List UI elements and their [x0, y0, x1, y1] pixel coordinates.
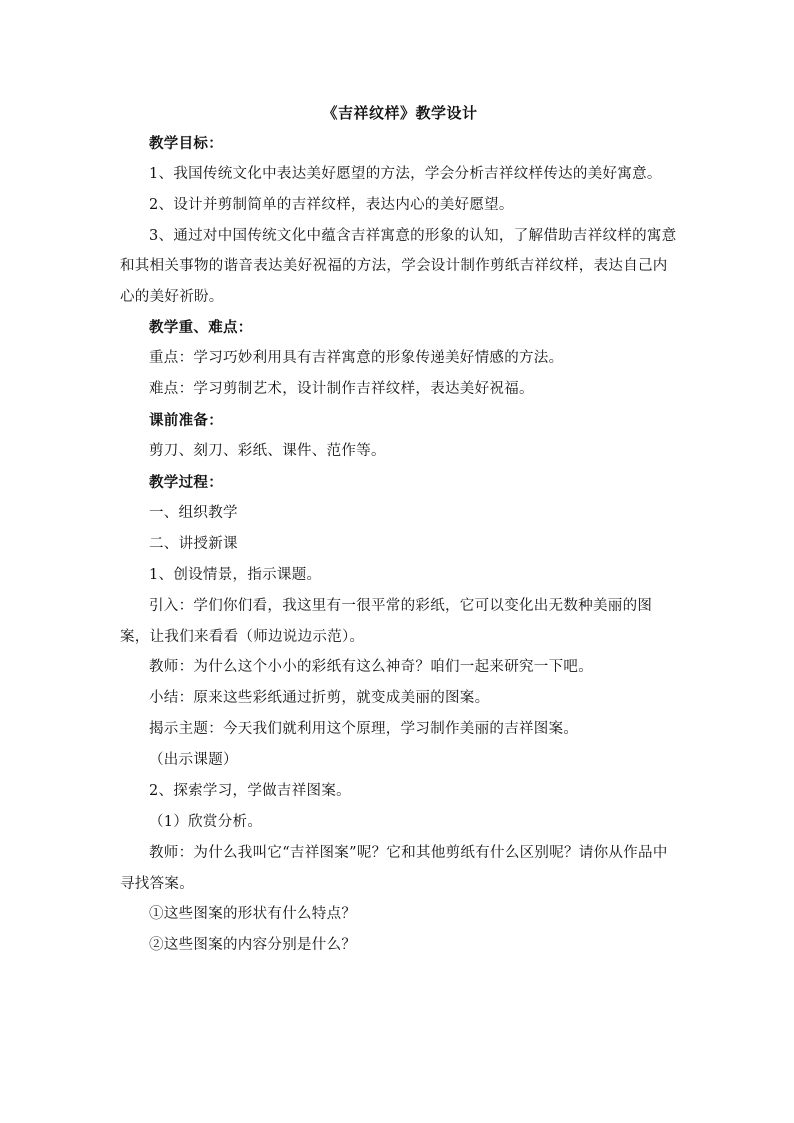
substep-2: 2、探索学习，学做吉祥图案。	[149, 783, 351, 799]
process-step-2: 二、讲授新课	[149, 536, 238, 552]
summary-paragraph: 小结：原来这些彩纸通过折剪，就变成美丽的图案。	[149, 690, 490, 706]
teacher-question-2: 教师：为什么我叫它“吉祥图案”呢？它和其他剪纸有什么区别呢？请你从作品中寻找答案。	[120, 845, 668, 892]
key-point: 重点：学习巧妙利用具有吉祥寓意的形象传递美好情感的方法。	[149, 350, 564, 366]
appreciation-analysis: （1）欣赏分析。	[149, 814, 263, 830]
introduction-paragraph: 引入：学们你们看，我这里有一很平常的彩纸，它可以变化出无数种美丽的图案，让我们来看看（师边说边示范）。	[120, 598, 653, 645]
objective-1: 1、我国传统文化中表达美好愿望的方法，学会分析吉祥纹样传达的美好寓意。	[149, 166, 662, 182]
heading-preparation: 课前准备：	[149, 412, 223, 429]
heading-key-points: 教学重、难点：	[149, 319, 253, 336]
question-content: ②这些图案的内容分别是什么？	[149, 937, 357, 953]
reveal-topic: 揭示主题：今天我们就利用这个原理，学习制作美丽的吉祥图案。	[149, 721, 579, 737]
teacher-question: 教师：为什么这个小小的彩纸有这么神奇？咱们一起来研究一下吧。	[149, 659, 593, 675]
preparation-items: 剪刀、刻刀、彩纸、课件、范作等。	[149, 443, 386, 459]
document-title: 《吉祥纹样》教学设计	[322, 104, 478, 122]
process-step-1: 一、组织教学	[149, 505, 238, 521]
document-body	[120, 98, 680, 961]
objective-2: 2、设计并剪制简单的吉祥纹样，表达内心的美好愿望。	[149, 196, 514, 213]
show-title-note: （出示课题）	[149, 752, 238, 768]
heading-process: 教学过程：	[149, 474, 223, 491]
difficult-point: 难点：学习剪制艺术，设计制作吉祥纹样，表达美好祝福。	[149, 381, 534, 397]
objective-3: 3、通过对中国传统文化中蕴含吉祥寓意的形象的认知，了解借助吉祥纹样的寓意和其相关事物的谐音表达美好祝福的方法，学会设计制作剪纸吉祥纹样，表达自己内心的美好祈盼。	[120, 227, 677, 305]
substep-1: 1、创设情景，指示课题。	[149, 567, 322, 583]
question-shape: ①这些图案的形状有什么特点？	[149, 906, 357, 922]
heading-objectives: 教学目标：	[149, 135, 223, 152]
